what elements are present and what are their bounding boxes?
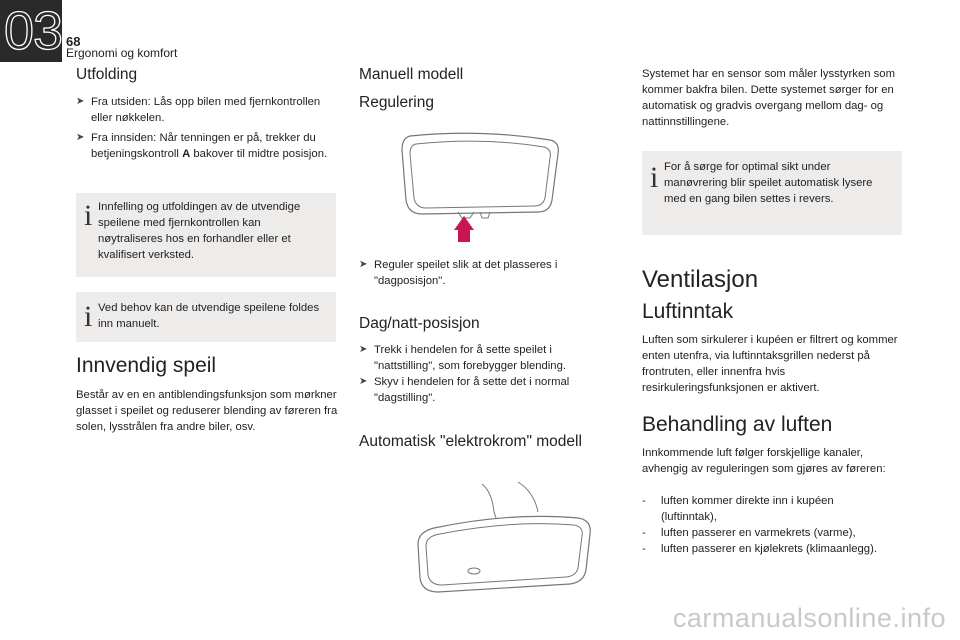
arrow-bullet-icon: ➤	[76, 96, 85, 107]
utfolding-heading: Utfolding	[76, 66, 138, 83]
arrow-up-icon	[454, 216, 474, 242]
chapter-title: Ergonomi og komfort	[66, 46, 178, 60]
luftinntak-heading: Luftinntak	[642, 300, 734, 323]
list-item: ➤ Trekk i hendelen for å sette speilet i "nattstilling", som forebygger blending.	[359, 344, 567, 372]
manuell-modell-heading: Manuell modell	[359, 66, 464, 83]
arrow-bullet-icon: ➤	[359, 344, 368, 355]
info-icon: i	[650, 161, 659, 194]
innvendig-speil-text: Består av en en antiblendingsfunksjon som mørkner glasset i speilet og reduserer blending av føreren fra solen, lysstrålen fra andre biler, osv.	[76, 389, 338, 433]
behandling-text: Innkommende luft følger forskjellige kanaler, avhengig av reguleringen som gjøres av føreren:	[642, 447, 886, 475]
list-item: ➤ Fra innsiden: Når tenningen er på, trekker du betjeningskontroll A bakover til midtre posisjon.	[76, 132, 328, 160]
automatisk-heading: Automatisk "elektrokrom" modell	[359, 433, 582, 450]
arrow-bullet-icon: ➤	[359, 259, 368, 270]
info-note: i Innfelling og utfoldingen av de utvendige speilene med fjernkontrollen kan nøytraliseres hos en forhandler eller et kvalifisert verksted.	[76, 193, 336, 277]
list-item: - luften kommer direkte inn i kupéen (luftinntak),	[642, 495, 834, 523]
dag-natt-heading: Dag/natt-posisjon	[359, 315, 480, 332]
info-icon: i	[84, 300, 93, 333]
manual-mirror-illustration	[392, 126, 572, 246]
list-item: ➤ Reguler speilet slik at det plasseres i "dagposisjon".	[359, 259, 558, 287]
info-note: i Ved behov kan de utvendige speilene foldes inn manuelt.	[76, 292, 336, 342]
info-note: i For å sørge for optimal sikt under manøvrering blir speilet automatisk lysere med en gang bilen settes i revers.	[642, 151, 902, 235]
list-item: - luften passerer en kjølekrets (klimaanlegg).	[642, 543, 877, 555]
innvendig-speil-heading: Innvendig speil	[76, 354, 217, 377]
sensor-text: Systemet har en sensor som måler lysstyrken som kommer bakfra bilen. Dette systemet sørger for en automatisk og gradvis overgang mellom dag- og nattinnstillingene.	[642, 68, 896, 128]
ventilasjon-heading: Ventilasjon	[642, 266, 759, 293]
list-item: ➤ Skyv i hendelen for å sette det i normal "dagstilling".	[359, 376, 570, 404]
info-icon: i	[84, 199, 93, 232]
list-item: ➤ Fra utsiden: Lås opp bilen med fjernkontrollen eller nøkkelen.	[76, 96, 321, 124]
arrow-bullet-icon: ➤	[76, 132, 85, 143]
chapter-number: 03	[4, 1, 63, 61]
list-item: - luften passerer en varmekrets (varme),	[642, 527, 856, 539]
luftinntak-text: Luften som sirkulerer i kupéen er filtrert og kommer enten utenfra, via luftinntaksgrillen nederst på frontruten, eller innenfra hvis resirkuleringsfunksjonen er aktivert.	[642, 334, 898, 394]
watermark: carmanualsonline.info	[672, 603, 946, 633]
electrochrome-mirror-illustration	[410, 478, 600, 598]
regulering-heading: Regulering	[359, 94, 434, 111]
page-number: 68	[66, 34, 81, 49]
behandling-heading: Behandling av luften	[642, 413, 833, 436]
arrow-bullet-icon: ➤	[359, 376, 368, 387]
